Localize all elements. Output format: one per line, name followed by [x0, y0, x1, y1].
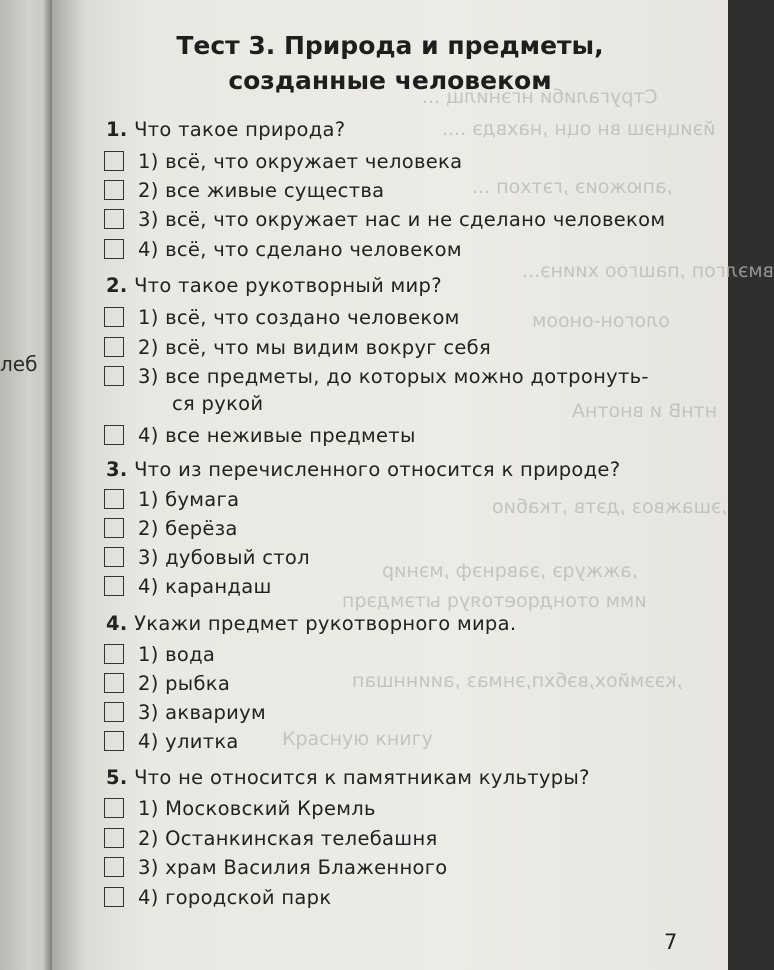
- answer-option[interactable]: [104, 363, 649, 389]
- answer-checkbox[interactable]: [104, 425, 124, 445]
- answer-option[interactable]: [104, 206, 665, 232]
- answer-checkbox[interactable]: [104, 180, 124, 200]
- answer-option-label: 1) всё, что окружает человека: [138, 149, 463, 173]
- question-number: 5.: [106, 766, 128, 789]
- bleed-through-text: ологон-оноом: [532, 310, 670, 332]
- bleed-through-text: Красную книгу: [282, 728, 433, 750]
- answer-checkbox[interactable]: [104, 644, 124, 664]
- bleed-through-text: ,эшажвоз ,дэтв ,ткабио: [492, 496, 728, 518]
- test-title-line-1: Тест 3. Природа и предметы,: [176, 31, 604, 60]
- answer-option[interactable]: [104, 670, 230, 696]
- answer-option[interactable]: [104, 334, 491, 360]
- answer-option[interactable]: [104, 573, 272, 599]
- answer-option[interactable]: [104, 422, 416, 448]
- answer-option[interactable]: [104, 728, 239, 754]
- answer-checkbox[interactable]: [104, 151, 124, 171]
- answer-checkbox[interactable]: [104, 518, 124, 538]
- question-number: 2.: [106, 274, 128, 297]
- answer-option-label: 3) храм Василия Блаженного: [138, 855, 448, 879]
- question-number: 3.: [106, 458, 128, 481]
- answer-option[interactable]: [104, 177, 384, 203]
- answer-option-label: 1) всё, что создано человеком: [138, 305, 460, 329]
- bleed-through-text: йэицнэш вн оцн ,нахвдэ ....: [442, 118, 716, 140]
- answer-checkbox[interactable]: [104, 547, 124, 567]
- answer-option[interactable]: [104, 699, 266, 725]
- answer-option-label: 1) бумага: [138, 487, 240, 511]
- answer-option-label: 4) карандаш: [138, 574, 272, 598]
- question-2: 2. Что такое рукотворный мир?: [106, 274, 442, 297]
- answer-option-label: 2) рыбка: [138, 671, 231, 695]
- answer-option-continuation: ся рукой: [172, 392, 264, 415]
- answer-option[interactable]: [104, 795, 376, 821]
- answer-checkbox[interactable]: [104, 702, 124, 722]
- answer-checkbox[interactable]: [104, 366, 124, 386]
- bleed-through-text: имм отондqоетояуq ытэмдэqп: [342, 590, 647, 612]
- question-4: 4. Укажи предмет рукотворного мира.: [106, 612, 517, 635]
- answer-option[interactable]: [104, 236, 462, 262]
- answer-option[interactable]: [104, 825, 438, 851]
- book-gutter-shadow: [44, 0, 52, 970]
- answer-option[interactable]: [104, 304, 460, 330]
- question-number: 4.: [106, 612, 128, 635]
- answer-option[interactable]: [104, 486, 239, 512]
- answer-option[interactable]: [104, 884, 331, 910]
- answer-checkbox[interactable]: [104, 307, 124, 327]
- answer-checkbox[interactable]: [104, 673, 124, 693]
- answer-option-label: 4) все неживые предметы: [138, 423, 416, 447]
- answer-checkbox[interactable]: [104, 576, 124, 596]
- left-page-text-fragment: леб: [0, 352, 38, 376]
- bleed-through-text: ,ажжуqэ ,эавqнэф ,мэнир: [382, 560, 638, 582]
- answer-option-label: 4) всё, что сделано человеком: [138, 237, 462, 261]
- answer-option[interactable]: [104, 544, 310, 570]
- answer-option-label: 3) аквариум: [138, 700, 266, 724]
- answer-option-label: 3) всё, что окружает нас и не сделано человеком: [138, 207, 666, 231]
- question-5: 5. Что не относится к памятникам культуры?: [106, 766, 590, 789]
- answer-checkbox[interactable]: [104, 887, 124, 907]
- answer-checkbox[interactable]: [104, 337, 124, 357]
- answer-option-label: 2) все живые существа: [138, 178, 385, 202]
- bleed-through-text: Стругалиби нгэнилщ ...: [422, 86, 658, 108]
- answer-option[interactable]: [104, 854, 448, 880]
- left-page-edge: [0, 0, 52, 970]
- answer-checkbox[interactable]: [104, 239, 124, 259]
- answer-checkbox[interactable]: [104, 489, 124, 509]
- answer-option-label: 1) Московский Кремль: [138, 796, 376, 820]
- bleed-through-text: вмэлгоп ,пашгоо хиинэ...: [522, 260, 774, 282]
- answer-option-label: 1) вода: [138, 642, 216, 666]
- answer-checkbox[interactable]: [104, 798, 124, 818]
- answer-checkbox[interactable]: [104, 731, 124, 751]
- answer-option[interactable]: [104, 641, 215, 667]
- page-number: 7: [664, 930, 678, 954]
- bleed-through-text: нтнВ и внотнА: [572, 400, 718, 422]
- test-title: [52, 28, 728, 98]
- answer-option-label: 4) городской парк: [138, 885, 332, 909]
- answer-option-label: 2) Останкинская телебашня: [138, 826, 438, 850]
- test-title-line-2: созданные человеком: [228, 66, 552, 95]
- answer-checkbox[interactable]: [104, 857, 124, 877]
- answer-option-label: 3) дубовый стол: [138, 545, 310, 569]
- answer-checkbox[interactable]: [104, 209, 124, 229]
- answer-option-label: 3) все предметы, до которых можно дотронуть-: [138, 364, 649, 388]
- bleed-through-text: ,апюжоиэ ,гэтхоп ...: [472, 176, 673, 198]
- answer-option[interactable]: [104, 515, 238, 541]
- answer-option-label: 2) всё, что мы видим вокруг себя: [138, 335, 492, 359]
- answer-option[interactable]: [104, 148, 462, 174]
- answer-checkbox[interactable]: [104, 828, 124, 848]
- worksheet-page: [52, 0, 774, 970]
- answer-option-label: 2) берёза: [138, 516, 238, 540]
- question-number: 1.: [106, 118, 128, 141]
- bleed-through-text: ,кээмйох,вэбхп,энмаз ,аиинншап: [352, 670, 683, 692]
- question-1: 1. Что такое природа?: [106, 118, 346, 141]
- answer-option-label: 4) улитка: [138, 729, 239, 753]
- question-3: 3. Что из перечисленного относится к природе?: [106, 458, 621, 481]
